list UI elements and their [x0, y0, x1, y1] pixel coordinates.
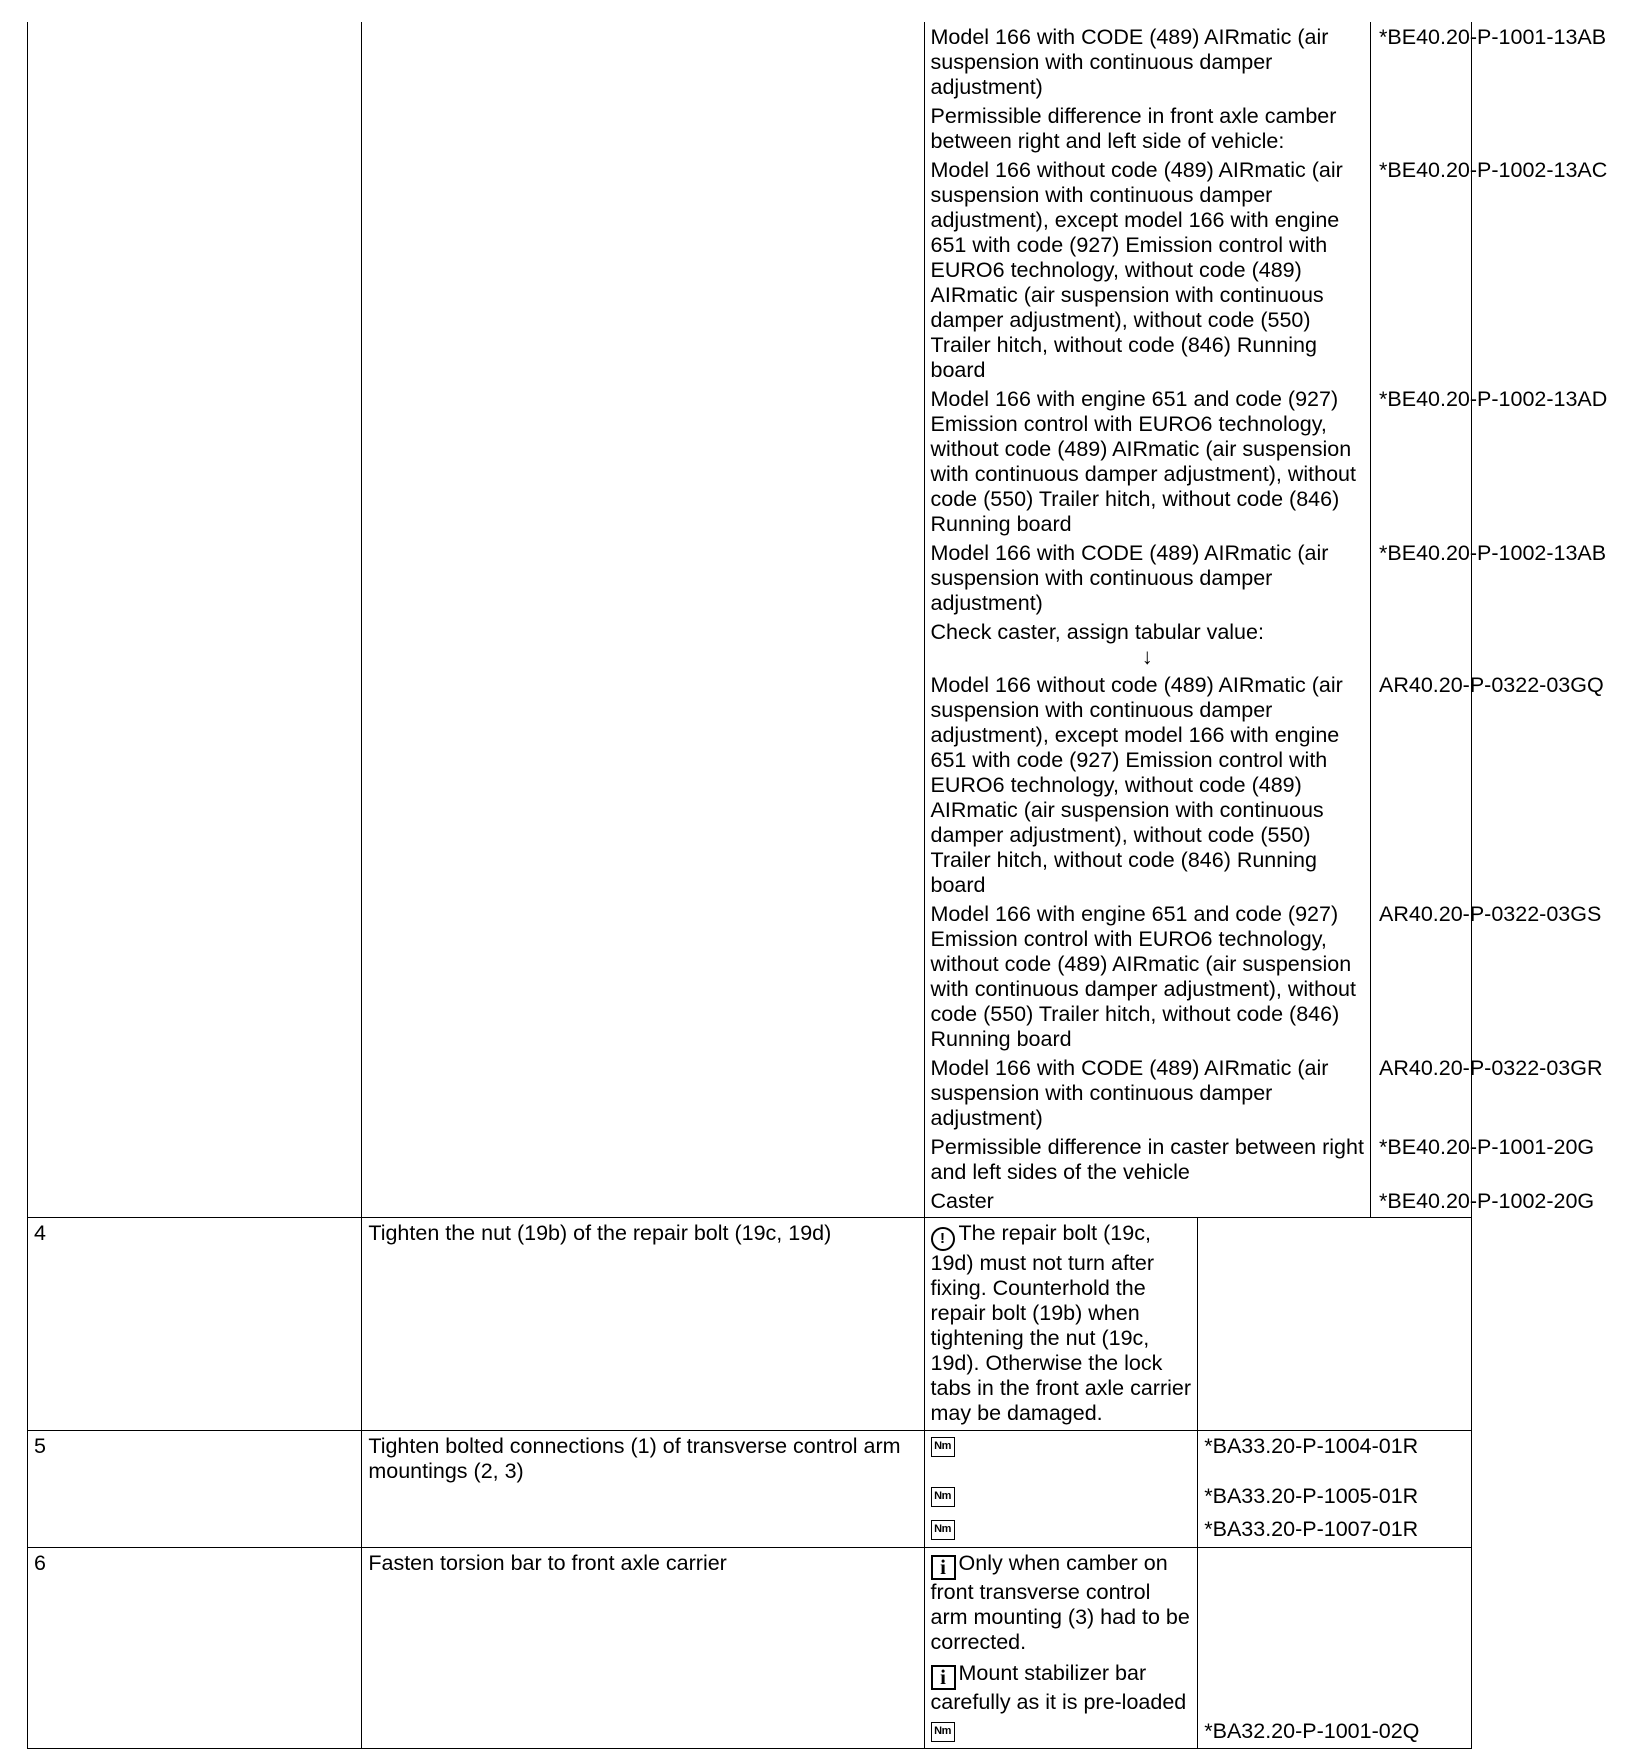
note-text: Caster: [925, 1187, 1371, 1217]
step-action: Tighten the nut (19b) of the repair bolt (19c, 19d): [362, 1218, 924, 1431]
list-item: [925, 1133, 1636, 1187]
note-text: Model 166 with CODE (489) AIRmatic (air suspension with continuous damper adjustment): [925, 22, 1371, 102]
note-ref-cell: [924, 22, 1608, 1218]
ref-code: [1198, 1218, 1471, 1225]
list-item: [925, 618, 1636, 645]
ref-cell: [1198, 1431, 1472, 1548]
note-text: Permissible difference in caster between right and left sides of the vehicle: [925, 1133, 1371, 1187]
action-cell: [362, 22, 924, 1218]
note-text: Mount stabilizer bar carefully as it is pre-loaded: [930, 1661, 1187, 1714]
ref-code: AR40.20-P-0322-03GS: [1379, 902, 1602, 926]
table-row: [28, 1431, 1472, 1548]
ref-code: *BA32.20-P-1001-02Q: [1204, 1719, 1420, 1743]
ref-code: AR40.20-P-0322-03GQ: [1379, 673, 1604, 697]
ref-code: *BE40.20-P-1002-20G: [1379, 1189, 1595, 1213]
ref-code: *BA33.20-P-1007-01R: [1204, 1517, 1419, 1541]
table-row: [28, 1218, 1472, 1431]
note-cell: [924, 1218, 1198, 1431]
step-number: 6: [28, 1548, 362, 1749]
note-cell: [924, 1431, 1198, 1548]
step-number: 4: [28, 1218, 362, 1431]
ref-code: *BE40.20-P-1002-13AB: [1379, 541, 1607, 565]
info-icon: i: [931, 1665, 956, 1690]
down-arrow-icon: ↓: [925, 645, 1371, 671]
step-cell: [28, 22, 362, 1218]
list-item: [925, 671, 1636, 900]
torque-nm-icon: Nm: [931, 1722, 955, 1742]
note-text: Model 166 with CODE (489) AIRmatic (air suspension with continuous damper adjustment): [925, 1054, 1371, 1133]
list-item: [925, 539, 1636, 618]
note-text: Model 166 with CODE (489) AIRmatic (air suspension with continuous damper adjustment): [925, 539, 1371, 618]
note-text: Model 166 without code (489) AIRmatic (air suspension with continuous damper adjustment), except model 166 with engine 651 with code (927) Emission control with EURO6 technology, without code (489) AIRmatic (air suspension with continuous damper adjustment), without code (550) Trailer hitch, without code (846) Running board: [925, 671, 1371, 900]
ref-code: *BA33.20-P-1004-01R: [1204, 1434, 1419, 1458]
note-text: Model 166 with engine 651 and code (927) Emission control with EURO6 technology, without code (489) AIRmatic (air suspension with continuous damper adjustment), without code (550) Trailer hitch, without code (846) Running board: [925, 385, 1371, 539]
procedure-table: [27, 22, 1608, 1749]
table-row: [28, 22, 1472, 1218]
ref-code: *BE40.20-P-1002-13AD: [1379, 387, 1608, 411]
note-text: Permissible difference in front axle camber between right and left side of vehicle:: [925, 102, 1371, 156]
note-text: Model 166 without code (489) AIRmatic (air suspension with continuous damper adjustment), except model 166 with engine 651 with code (927) Emission control with EURO6 technology, without code (489) AIRmatic (air suspension with continuous damper adjustment), without code (550) Trailer hitch, without code (846) Running board: [925, 156, 1371, 385]
ref-code: *BE40.20-P-1002-13AC: [1379, 158, 1608, 182]
list-item: [925, 102, 1636, 156]
ref-code: [1371, 102, 1636, 156]
torque-nm-icon: Nm: [931, 1487, 955, 1507]
ref-code: AR40.20-P-0322-03GR: [1379, 1056, 1603, 1080]
list-item: [925, 385, 1636, 539]
subtable: [925, 22, 1636, 1217]
note-text: The repair bolt (19c, 19d) must not turn after fixing. Counterhold the repair bolt (19b) when tightening the nut (19c, 19d). Otherwise the lock tabs in the front axle carrier may be damaged.: [930, 1221, 1192, 1425]
torque-nm-icon: Nm: [931, 1437, 955, 1457]
list-item: [925, 1187, 1636, 1217]
info-icon: i: [931, 1555, 956, 1580]
step-action: Fasten torsion bar to front axle carrier: [362, 1548, 924, 1749]
note-cell: [924, 1548, 1198, 1749]
list-item: [925, 900, 1636, 1054]
step-number: 5: [28, 1431, 362, 1548]
ref-code: [1371, 645, 1636, 671]
torque-nm-icon: Nm: [931, 1520, 955, 1540]
ref-code: *BA33.20-P-1005-01R: [1204, 1484, 1419, 1508]
list-item: [925, 22, 1636, 102]
ref-cell: [1198, 1548, 1472, 1749]
step-action: Tighten bolted connections (1) of transverse control arm mountings (2, 3): [362, 1431, 924, 1548]
ref-cell: [1198, 1218, 1472, 1431]
note-text: Model 166 with engine 651 and code (927) Emission control with EURO6 technology, without code (489) AIRmatic (air suspension with continuous damper adjustment), without code (550) Trailer hitch, without code (846) Running board: [925, 900, 1371, 1054]
warning-icon: !: [931, 1227, 955, 1251]
note-text: Only when camber on front transverse control arm mounting (3) had to be corrected.: [930, 1551, 1190, 1654]
list-item: [925, 645, 1636, 671]
ref-code: [1371, 618, 1636, 645]
note-text: Check caster, assign tabular value:: [925, 618, 1371, 645]
list-item: [925, 1054, 1636, 1133]
table-row: [28, 1548, 1472, 1749]
list-item: [925, 156, 1636, 385]
ref-code: *BE40.20-P-1001-20G: [1379, 1135, 1595, 1159]
ref-code: *BE40.20-P-1001-13AB: [1379, 25, 1607, 49]
